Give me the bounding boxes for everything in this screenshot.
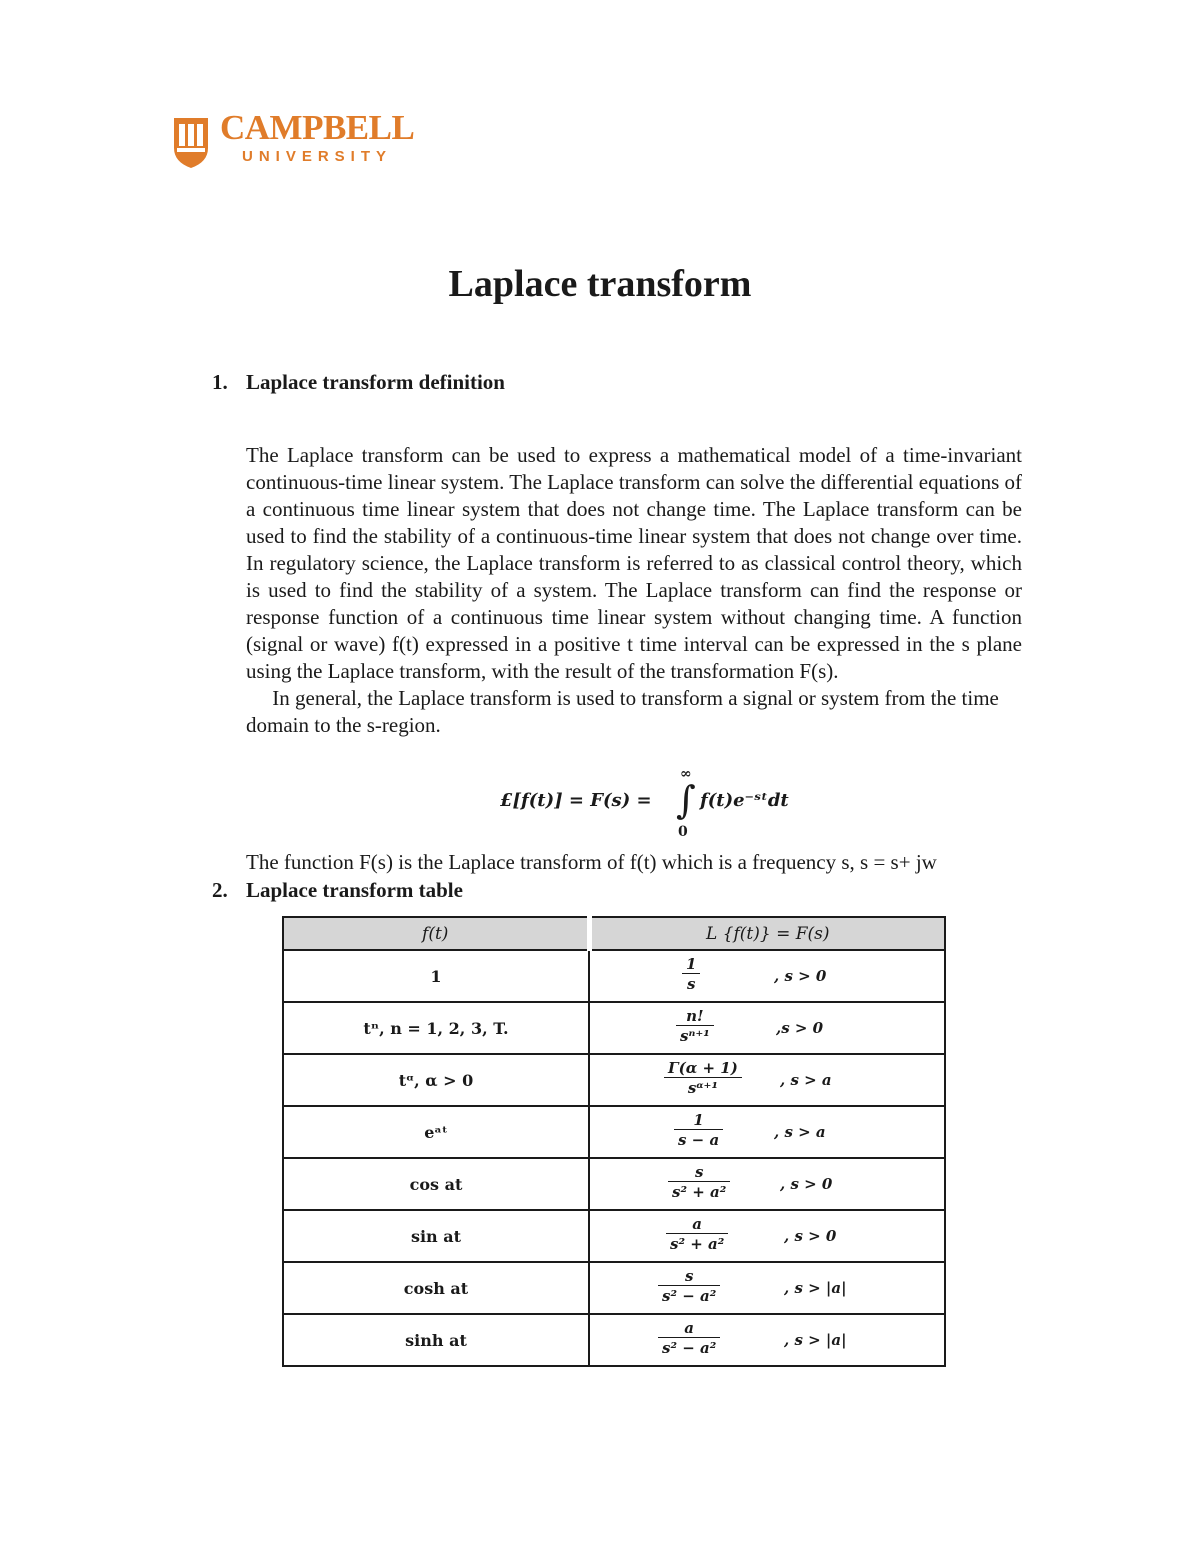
section-2-heading — [212, 878, 463, 903]
fraction-numerator: a — [692, 1215, 703, 1233]
fraction-numerator: Γ(α + 1) — [668, 1059, 738, 1077]
header-f-of-t: f(t) — [283, 917, 589, 950]
table-cell-transform — [589, 1002, 945, 1054]
fraction-numerator: 1 — [686, 955, 697, 973]
fraction — [666, 1215, 728, 1253]
page-title: Laplace transform — [448, 263, 752, 305]
section-2-number: 2. — [212, 878, 228, 902]
region-of-convergence: ,s > 0 — [776, 1019, 824, 1037]
table-row — [283, 1002, 945, 1054]
region-of-convergence: , s > 0 — [774, 967, 827, 985]
region-of-convergence: , s > a — [774, 1123, 826, 1141]
section-2-title: Laplace transform table — [246, 878, 463, 902]
fraction-numerator: 1 — [693, 1111, 704, 1129]
fraction-denominator: s² − a² — [658, 1337, 720, 1357]
formula-lhs: £[f(t)] = F(s) = — [500, 790, 652, 811]
table-cell-function: cosh at — [283, 1262, 589, 1314]
table-cell-transform — [589, 1314, 945, 1366]
fraction-denominator: s — [682, 973, 700, 993]
fraction — [682, 955, 700, 993]
header-transform: L {f(t)} = F(s) — [589, 917, 945, 950]
fraction — [676, 1007, 714, 1045]
integral-upper-limit: ∞ — [680, 766, 692, 782]
fraction-denominator: s² + a² — [666, 1233, 728, 1253]
fraction-denominator: s² + a² — [668, 1181, 730, 1201]
table-cell-function: sinh at — [283, 1314, 589, 1366]
table-row — [283, 1262, 945, 1314]
fraction — [658, 1267, 720, 1305]
table-cell-function: eᵃᵗ — [283, 1106, 589, 1158]
table-row — [283, 1210, 945, 1262]
table-cell-transform — [589, 950, 945, 1002]
table-row — [283, 950, 945, 1002]
shield-crest-icon — [170, 114, 212, 170]
table-cell-function: sin at — [283, 1210, 589, 1262]
table-cell-transform — [589, 1054, 945, 1106]
table-cell-function: tⁿ, n = 1, 2, 3, T. — [283, 1002, 589, 1054]
fraction — [664, 1059, 742, 1097]
table-row — [283, 1314, 945, 1366]
integral-lower-limit: 0 — [678, 824, 688, 840]
fraction-numerator: s — [684, 1267, 694, 1285]
integral-sign-icon: ∫ — [676, 778, 696, 822]
fraction-denominator: s − a — [674, 1129, 723, 1149]
region-of-convergence: , s > |a| — [784, 1279, 847, 1297]
fraction-denominator: sⁿ⁺¹ — [676, 1025, 714, 1045]
region-of-convergence: , s > 0 — [780, 1175, 833, 1193]
paragraph-2: In general, the Laplace transform is used to transform a signal or system from the time domain to the s-region. — [246, 686, 999, 737]
table-row — [283, 1054, 945, 1106]
logo-subtitle: UNIVERSITY — [242, 148, 393, 165]
logo-wordmark: CAMPBELL — [220, 108, 415, 147]
section-1-title: Laplace transform definition — [246, 370, 505, 394]
table-row — [283, 1106, 945, 1158]
fraction-denominator: sᵅ⁺¹ — [664, 1077, 742, 1097]
fraction-numerator: a — [684, 1319, 695, 1337]
table-cell-function: tᵅ, α > 0 — [283, 1054, 589, 1106]
fraction — [658, 1319, 720, 1357]
definition-paragraph — [246, 442, 1022, 739]
table-cell-transform — [589, 1262, 945, 1314]
campbell-university-logo — [170, 108, 420, 172]
table-cell-function: 1 — [283, 950, 589, 1002]
table-cell-transform — [589, 1210, 945, 1262]
region-of-convergence: , s > |a| — [784, 1331, 847, 1349]
fraction — [668, 1163, 730, 1201]
table-cell-transform — [589, 1158, 945, 1210]
region-of-convergence: , s > a — [780, 1071, 832, 1089]
section-1-heading — [212, 370, 505, 395]
laplace-definition-formula — [500, 768, 820, 842]
paragraph-1: The Laplace transform can be used to express a mathematical model of a time-invariant continuous-time linear system. The Laplace transform can solve the differential equations of a continuous time linear system that does not change time. The Laplace transform can be used to find the stability of a continuous-time linear system that does not change over time. In regulatory science, the Laplace transform is referred to as classical control theory, which is used to find the stability of a system. The Laplace transform can find the response or response function of a continuous time linear system without changing time. A function (signal or wave) f(t) expressed in a positive t time interval can be expressed in the s plane using the Laplace transform, with the result of the transformation F(s). — [246, 443, 1022, 683]
table-header-row — [283, 917, 945, 950]
fraction-denominator: s² − a² — [658, 1285, 720, 1305]
laplace-transform-table — [282, 916, 946, 1367]
formula-integrand: f(t)e⁻ˢᵗdt — [700, 790, 789, 811]
fraction-numerator: n! — [686, 1007, 704, 1025]
region-of-convergence: , s > 0 — [784, 1227, 837, 1245]
closing-sentence: The function F(s) is the Laplace transform of f(t) which is a frequency s, s = s+ jw — [246, 850, 937, 874]
section-1-number: 1. — [212, 370, 228, 394]
table-cell-transform — [589, 1106, 945, 1158]
table-row — [283, 1158, 945, 1210]
table-cell-function: cos at — [283, 1158, 589, 1210]
fraction — [674, 1111, 723, 1149]
fraction-numerator: s — [694, 1163, 704, 1181]
